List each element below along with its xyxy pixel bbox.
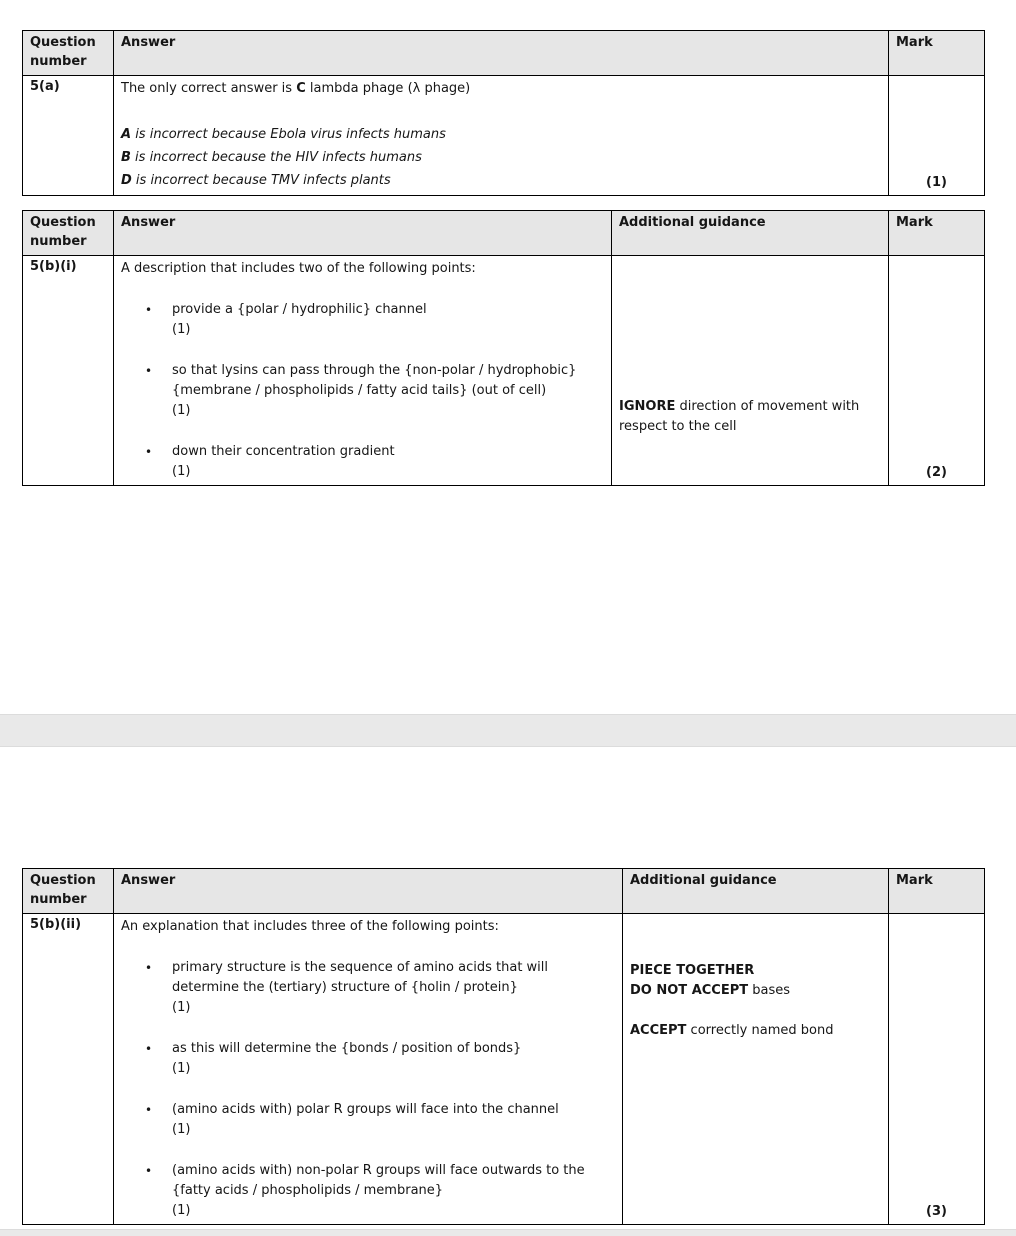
- bullet-mark: (1): [172, 321, 191, 337]
- question-number-5bii: 5(b)(ii): [23, 913, 114, 1224]
- guidance-line: [630, 981, 877, 1001]
- bullet-icon: •: [145, 302, 153, 317]
- incorrect-option-line: [121, 146, 881, 169]
- answer-intro-prefix: The only correct answer is: [121, 80, 297, 96]
- bullet-mark: (1): [172, 1060, 191, 1076]
- bullet-point: [121, 361, 604, 421]
- bullet-text: so that lysins can pass through the {non-polar / hydrophobic} {membrane / phospholipids / fatty acid tails} (out of cell): [172, 362, 577, 398]
- mark-value-5bii: (3): [889, 913, 985, 1224]
- bullet-text: down their concentration gradient: [172, 443, 395, 459]
- mark-scheme-table-5bii: [22, 868, 985, 1225]
- incorrect-option-line: [121, 169, 881, 192]
- bullet-point: [121, 1161, 615, 1221]
- column-header-additional-guidance: Additional guidance: [623, 869, 889, 914]
- table-row: [23, 255, 985, 485]
- mark-value-5bi: (2): [889, 255, 985, 485]
- bullet-content: [172, 442, 604, 482]
- answer-intro-suffix: lambda phage (λ phage): [305, 80, 471, 96]
- bullet-content: [172, 1100, 615, 1140]
- guidance-note: [630, 961, 881, 1041]
- column-header-mark: Mark: [889, 869, 985, 914]
- column-header-question-number: Question number: [23, 31, 114, 76]
- bullet-icon: •: [145, 1163, 153, 1178]
- answer-cell-5bi: [114, 255, 612, 485]
- bullet-mark: (1): [172, 999, 191, 1015]
- guidance-cell-5bii: [623, 913, 889, 1224]
- incorrect-options-block: [121, 123, 881, 192]
- guidance-keyword: PIECE TOGETHER: [630, 962, 755, 978]
- column-header-answer: Answer: [114, 869, 623, 914]
- bullet-point: [121, 300, 604, 340]
- option-reason: is incorrect because the HIV infects humans: [130, 149, 422, 165]
- answer-stem: A description that includes two of the following points:: [121, 260, 476, 276]
- bullet-content: [172, 1161, 615, 1221]
- bullet-point: [121, 442, 604, 482]
- page-separator: [0, 714, 1016, 747]
- table-header-row: [23, 869, 985, 914]
- bullet-point: [121, 958, 615, 1018]
- column-header-question-number: Question number: [23, 869, 114, 914]
- table-header-row: [23, 211, 985, 256]
- bullet-icon: •: [145, 1041, 153, 1056]
- page-separator-bottom: [0, 1229, 1016, 1236]
- incorrect-option-line: [121, 123, 881, 146]
- answer-cell-5bii: [114, 913, 623, 1224]
- column-header-answer: Answer: [114, 31, 889, 76]
- bullet-text: primary structure is the sequence of amino acids that will determine the (tertiary) structure of {holin / protein}: [172, 959, 549, 995]
- guidance-line: [630, 961, 877, 981]
- bullet-content: [172, 1039, 615, 1079]
- mark-value-5a: (1): [889, 75, 985, 195]
- guidance-text: direction of movement with respect to the cell: [619, 398, 860, 434]
- bullet-icon: •: [145, 363, 153, 378]
- bullet-icon: •: [145, 444, 153, 459]
- bullet-content: [172, 361, 604, 421]
- bullet-point: [121, 1100, 615, 1140]
- question-number-5bi: 5(b)(i): [23, 255, 114, 485]
- column-header-additional-guidance: Additional guidance: [612, 211, 889, 256]
- bullet-mark: (1): [172, 1202, 191, 1218]
- column-header-mark: Mark: [889, 31, 985, 76]
- bullet-point: [121, 1039, 615, 1079]
- mark-scheme-table-5bi: [22, 210, 985, 486]
- column-header-question-number: Question number: [23, 211, 114, 256]
- question-number-5a: 5(a): [23, 75, 114, 195]
- bullet-content: [172, 300, 604, 340]
- guidance-line: [630, 1021, 877, 1041]
- guidance-keyword: ACCEPT: [630, 1022, 687, 1038]
- column-header-mark: Mark: [889, 211, 985, 256]
- table-row: [23, 75, 985, 195]
- option-reason: is incorrect because Ebola virus infects humans: [131, 126, 446, 142]
- bullet-icon: •: [145, 960, 153, 975]
- bullet-text: as this will determine the {bonds / position of bonds}: [172, 1040, 522, 1056]
- bullet-mark: (1): [172, 402, 191, 418]
- guidance-text: bases: [748, 982, 791, 998]
- bullet-text: provide a {polar / hydrophilic} channel: [172, 301, 427, 317]
- mark-scheme-table-5a: [22, 30, 985, 196]
- table-header-row: [23, 31, 985, 76]
- guidance-keyword: IGNORE: [619, 398, 676, 414]
- correct-option-letter: C: [296, 80, 306, 96]
- option-letter: B: [121, 149, 131, 165]
- bullet-mark: (1): [172, 1121, 191, 1137]
- correct-answer-line: [121, 79, 881, 99]
- guidance-note: [619, 397, 881, 437]
- bullet-mark: (1): [172, 463, 191, 479]
- bullet-content: [172, 958, 615, 1018]
- answer-stem: An explanation that includes three of the following points:: [121, 918, 499, 934]
- guidance-keyword: DO NOT ACCEPT: [630, 982, 749, 998]
- bullet-icon: •: [145, 1102, 153, 1117]
- answer-cell-5a: [114, 75, 889, 195]
- column-header-answer: Answer: [114, 211, 612, 256]
- guidance-text: correctly named bond: [686, 1022, 834, 1038]
- option-letter: A: [121, 126, 132, 142]
- guidance-cell-5bi: [612, 255, 889, 485]
- option-letter: D: [121, 172, 132, 188]
- table-row: [23, 913, 985, 1224]
- bullet-text: (amino acids with) polar R groups will face into the channel: [172, 1101, 559, 1117]
- option-reason: is incorrect because TMV infects plants: [131, 172, 391, 188]
- bullet-text: (amino acids with) non-polar R groups will face outwards to the {fatty acids / phospholipids / membrane}: [172, 1162, 585, 1198]
